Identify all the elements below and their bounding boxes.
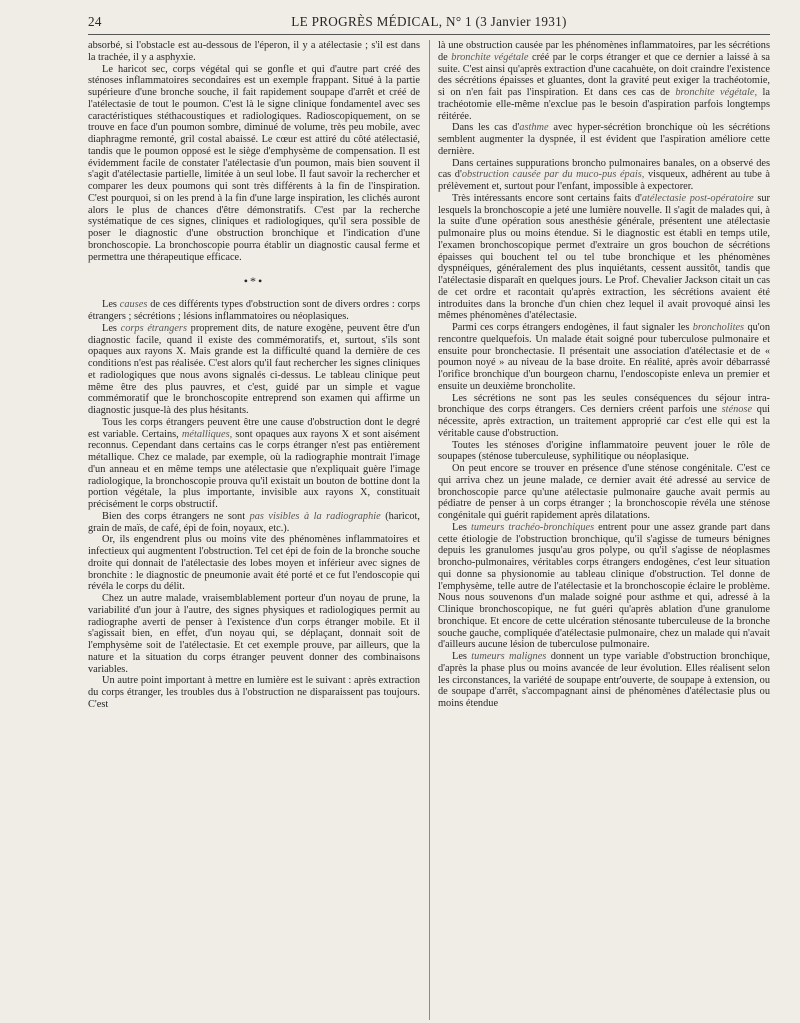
page-header bbox=[88, 14, 770, 30]
section-separator: •*• bbox=[243, 274, 265, 289]
paragraph: Très intéressants encore sont certains faits d'atélectasie post-opératoire sur lesquels la bronchoscopie a jeté une lumière nouvelle. Il s'agit de malades qui, à la suite d'une opération sous anesthésie générale, présentent une atélectasie pulmonaire plus ou moins étendue. Si le diagnostic est établi en temps utile, l'examen bronchoscopique permet d'extraire un gros bouchon de sécrétions épaisses qui bouchent tel ou tel tube bronchique et les phénomènes dyspnéiques, généralement des plus inquiétants, cessent aussitôt, tandis que l'atélectasie disparaît en quelques jours. Le Prof. Chevalier Jackson citait un cas de cet ordre et racontait qu'après extraction, les sécrétions avaient été introduites dans la bronche d'un chien chez lequel il avait provoqué ainsi les mêmes phénomènes d'atélectasie. bbox=[438, 192, 770, 322]
journal-title: LE PROGRÈS MÉDICAL, N° 1 (3 Janvier 1931) bbox=[291, 14, 567, 29]
paragraph: Les corps étrangers proprement dits, de nature exogène, peuvent être d'un diagnostic facile, quand il existe des commémoratifs, et, surtout, s'ils sont opaques aux rayons X. Mais grande est la difficulté quand la dernière de ces conditions n'est pas réalisée. C'est alors qu'il faut rechercher les signes cliniques et radiologiques que nous avons signalés ci-dessus. Le tableau clinique peut même être des plus pauvres, et c'est, guidé par un simple et vague commémoratif que le bronchoscopite entreprend son examen qui affirme un diagnostic jusque-là des plus hésitants. bbox=[88, 322, 420, 416]
paragraph: On peut encore se trouver en présence d'une sténose congénitale. C'est ce qui arriva chez un jeune malade, ce dernier avait été adressé au service de bronchoscopie parce qu'une atélectasie pulmonaire gauche avait permis au pédiatre de penser à un corps étranger ; la bronchoscopie révéla une sténose congénitale qui guérit rapidement après dilatations. bbox=[438, 463, 770, 521]
column-divider bbox=[429, 40, 430, 1020]
paragraph: Les tumeurs malignes donnent un type variable d'obstruction bronchique, d'après la phase plus ou moins avancée de leur évolution. Elles réalisent selon les circonstances, la variété de soupape entr'ouverte, de soupape à extension, ou de soupape d'arrêt, s'accompagnant ainsi de phénomènes d'atélectasie plus ou moins étendue bbox=[438, 651, 770, 709]
paragraph: Bien des corps étrangers ne sont pas visibles à la radiographie (haricot, grain de maïs, de café, épi de foin, noyaux, etc.). bbox=[88, 510, 420, 534]
paragraph: Tous les corps étrangers peuvent être une cause d'obstruction dont le degré est variable. Certains, métalliques, sont opaques aux rayons X et sont aisément reconnus. Cependant dans certains cas le corps étranger n'est pas entièrement métallique. Chez ce malade, par exemple, où la radiographie montrait l'image d'un anneau et en même temps une atélectasie que n'expliquait guère l'image radiologique, la bronchoscopie prouva qu'il existait un bouton de bottine dont la portion végétale, la plus importante, invisible aux rayons X, constituait précisément le corps obstructif. bbox=[88, 416, 420, 510]
paragraph: Les causes de ces différents types d'obstruction sont de divers ordres : corps étrangers ; sécrétions ; lésions inflammatoires ou néoplasiques. bbox=[88, 299, 420, 322]
paragraph: Dans les cas d'asthme avec hyper-sécrétion bronchique où les sécrétions semblent augmenter la dyspnée, il est évident que l'aspiration améliore cette dernière. bbox=[438, 122, 771, 157]
header-rule bbox=[88, 34, 770, 35]
paragraph: Les tumeurs trachéo-bronchiques entrent pour une assez grande part dans cette étiologie de l'obstruction bronchique, qu'il s'agisse de tumeurs bénignes depuis les granulomes jusqu'au gros polype, ou qu'il s'agisse de néoplasmes broncho-pulmonaires, véritables corps étrangers endogènes, c'est leur situation qui donne sa physionomie au tableau clinique d'obstruction. Tel donne de l'emphysème, telle autre de l'atélectasie et la bronchoscopie éclaire le problème. Nous nous souvenons d'un malade soigné pour asthme et qui, adressé à la Clinique bronchoscopique, ne fut guéri qu'après ablation d'une granulome bronchique. Et encore de cette ulcération sténosante tuberculeuse de la bronche souche gauche, compliquée d'atélectasie pulmonaire, chez un malade qui n'avait d'ailleurs aucune lésion de tuberculose pulmonaire. bbox=[438, 521, 770, 651]
paragraph: Le haricot sec, corps végétal qui se gonfle et qui d'autre part créé des sténoses inflammatoires secondaires est un exemple frappant. Situé à la partie supérieure d'une bronche souche, il fait rapidement soupape d'arrêt et créé de l'atélectasie de tout le poumon. C'est là le signe clinique fondamentel avec ses caractéristiques stéthacoustiques et radiologiques. Radioscopiquement, on se trouve en face d'un poumon sombre, diminué de volume, très peu mobile, avec diaphragme remonté, gril costal abaissé. Le cœur est attiré du côté atélectasié, tandis que le poumon opposé est le siège d'emphysème de compensation. Il est évidemment facile de constater l'atélectasie d'un poumon, mais bien souvent il s'agit d'atélectasie partielle, limitée à un seul lobe. Il faut savoir la rechercher et comparer les deux poumons qui sont très différents à la fin de l'inspiration. C'est pourquoi, si on les prend à la fin d'une large inspiration, les clichés auront alors le plus de chances d'être démonstratifs. C'est par la recherche systématique de ces signes, cliniques et radiologiques, qu'il sera possible de poser le diagnostic d'une obstruction bronchique et l'indication d'une bronchoscopie. La bronchoscopie pourra établir un diagnostic causal ferme et permettra une thérapeutique efficace. bbox=[88, 63, 420, 263]
text-columns bbox=[88, 40, 770, 1020]
paragraph: Chez un autre malade, vraisemblablement porteur d'un noyau de prune, la variabilité d'un jour à l'autre, des signes physiques et radiologiques permit au radiographe averti de penser à l'existence d'un corps étranger mobile. Et il s'agissait bien, en effet, d'un noyau qui, se déplaçant, donnait soit de l'emphysème soit de l'atélectasie. Et cet exemple prouve, par ailleurs, que la nature et la situation du corps étranger peuvent donner des combinaisons variables. bbox=[88, 593, 420, 675]
paragraph: Dans certaines suppurations broncho pulmonaires banales, on a observé des cas d'obstruction causée par du muco-pus épais, visqueux, adhérent au tube à prélèvement et, surtout pour l'enfant, impossible à expectorer. bbox=[438, 157, 770, 192]
paragraph: absorbé, si l'obstacle est au-dessous de l'éperon, il y a atélectasie ; s'il est dans la trachée, il y a asphyxie. bbox=[88, 40, 420, 63]
paragraph: Or, ils engendrent plus ou moins vite des phénomènes inflammatoires et infectieux qui augmentent l'obstruction. Tel cet épi de foin de la bronche souche droite qui donnait de l'atélectasie des lobes moyen et inférieur avec signes de bronchite : le diagnostic de pneumonie avait été porté et ce fut l'endoscopie qui révéla le corps du délit. bbox=[88, 534, 420, 593]
page-number: 24 bbox=[88, 14, 102, 29]
left-column bbox=[88, 40, 420, 1020]
right-column bbox=[438, 40, 770, 1020]
paragraph: Un autre point important à mettre en lumière est le suivant : après extraction du corps étranger, les troubles dus à l'obstruction ne disparaissent pas toujours. C'est bbox=[88, 675, 420, 710]
paragraph: Parmi ces corps étrangers endogènes, il faut signaler les broncholites qu'on rencontre quelquefois. Un malade était soigné pour tuberculose pulmonaire et ensuite pour bronchectasie. Il présentait une association d'atélectasie et de « poumon noyé » au niveau de la base droite. En réalité, après avoir débarrassé l'orifice bronchique d'un bourgeon charnu, l'endoscopiste enleva un premier et ensuite un deuxième broncholite. bbox=[438, 322, 771, 392]
paragraph: là une obstruction causée par les phénomènes inflammatoires, par les sécrétions de bronchite végétale créé par le corps étranger et que ce dernier a laissé à sa suite. C'est ainsi qu'après extraction d'une cacahuète, on doit craindre l'existence des sécrétions épaisses et gluantes, dont la gravité peut exiger la trachéotomie, si on n'en fait pas l'inspiration. Et dans ces cas de bronchite végétale, la trachéotomie elle-même n'exclue pas le besoin d'aspiration parfois longtemps réitérée. bbox=[438, 40, 771, 122]
paragraph: Les sécrétions ne sont pas les seules conséquences du séjour intra-bronchique des corps étrangers. Ces derniers créent parfois une sténose qui nécessite, après extraction, un traitement approprié car c'est elle qui est la véritable cause d'obstruction. bbox=[438, 392, 770, 439]
paragraph: Toutes les sténoses d'origine inflammatoire peuvent jouer le rôle de soupapes (sténose tuberculeuse, syphilitique ou néoplasique. bbox=[438, 439, 770, 463]
